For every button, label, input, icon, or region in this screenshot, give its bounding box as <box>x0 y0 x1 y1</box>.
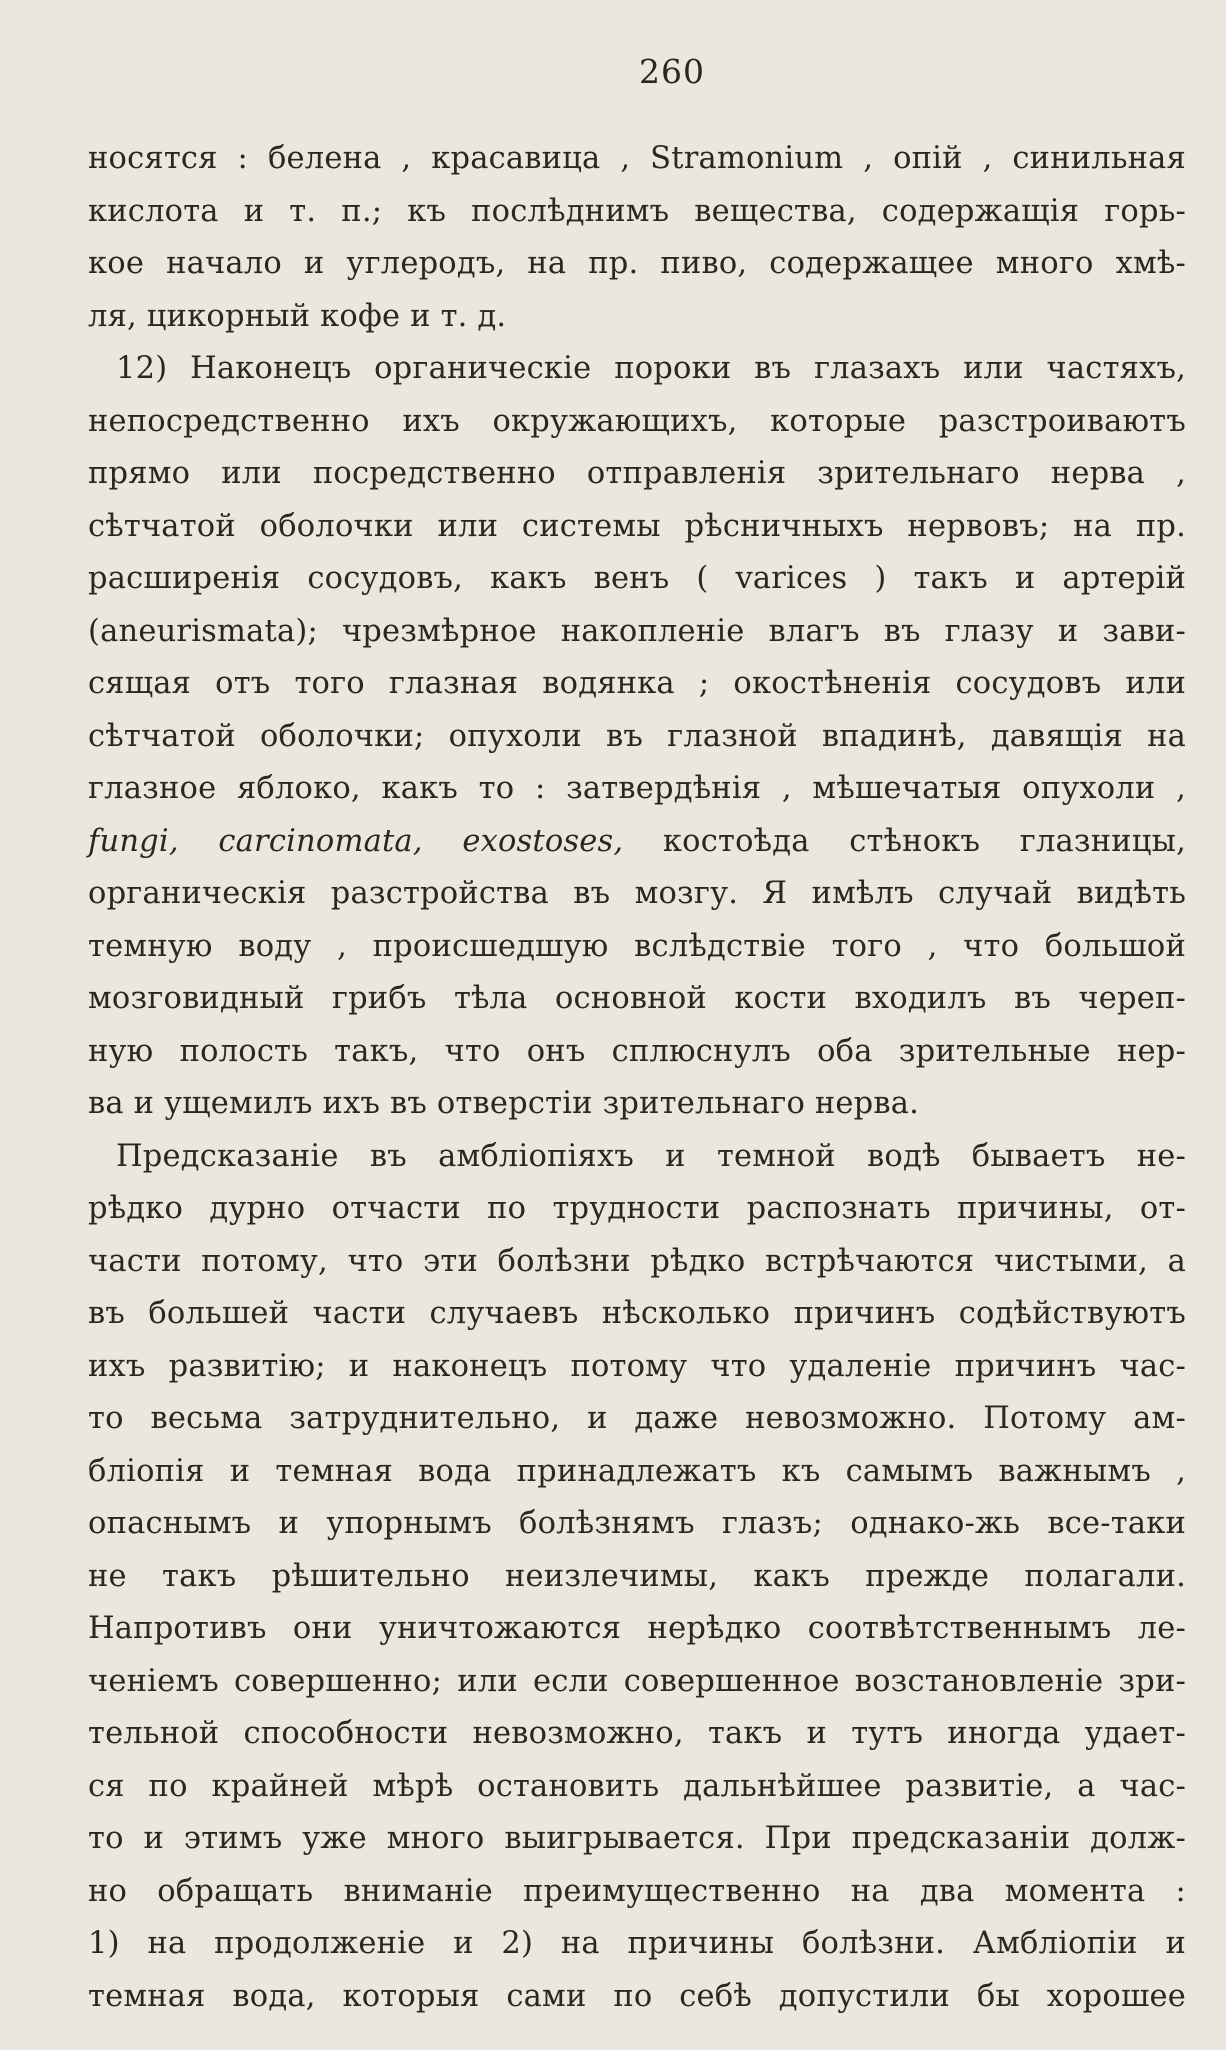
text-line: сящая отъ того глазная водянка ; окостѣненія сосудовъ или <box>88 666 1186 701</box>
text-line: сѣтчатой оболочки; опухоли въ глазной впадинѣ, давящія на <box>88 718 1186 754</box>
text-segment: костоѣда стѣнокъ глазницы, <box>623 823 1186 859</box>
text-line: мозговидный грибъ тѣла основной кости входилъ въ череп- <box>88 981 1186 1016</box>
text-line: сѣтчатой оболочки или системы рѣсничныхъ нервовъ; на пр. <box>88 508 1186 544</box>
text-line: рѣдко дурно отчасти по трудности распознать причины, от- <box>88 1191 1186 1226</box>
paragraph-1 <box>88 133 1186 343</box>
text-line: 12) Наконецъ органическіе пороки въ глазахъ или частяхъ, <box>116 351 1186 386</box>
text-line: расширенія сосудовъ, какъ венъ ( varices ) такъ и артерій <box>88 561 1186 596</box>
italic-latin-terms: fungi, carcinomata, exostoses, <box>88 823 624 859</box>
text-line: непосредственно ихъ окружающихъ, которые разстроиваютъ <box>88 403 1186 439</box>
text-line: ихъ развитію; и наконецъ потому что удаленіе причинъ час- <box>88 1348 1186 1384</box>
page-number: 260 <box>639 52 705 91</box>
text-line: ную полость такъ, что онъ сплюснулъ оба зрительные нер- <box>88 1033 1186 1069</box>
paragraph-3 <box>88 1131 1186 2024</box>
text-line: органическія разстройства въ мозгу. Я имѣлъ случай видѣть <box>88 876 1186 911</box>
text-line: ва и ущемилъ ихъ въ отверстіи зрительнаго нерва. <box>88 1086 920 1121</box>
text-line: прямо или посредственно отправленія зрительнаго нерва , <box>88 456 1186 491</box>
text-line: не такъ рѣшительно неизлечимы, какъ прежде полагали. <box>88 1558 1186 1594</box>
text-line: (aneurismata); чрезмѣрное накопленіе влагъ въ глазу и зави- <box>88 613 1186 649</box>
text-line: темная вода, которыя сами по себѣ допустили бы хорошее <box>88 1978 1186 2014</box>
text-line: темную воду , происшедшую вслѣдствіе того , что большой <box>88 928 1186 964</box>
text-line: то весьма затруднительно, и даже невозможно. Потому ам- <box>88 1401 1186 1436</box>
text-line: Предсказаніе въ амбліопіяхъ и темной водѣ бываетъ не- <box>116 1138 1186 1174</box>
text-line: 1) на продолженіе и 2) на причины болѣзни. Амбліопіи и <box>88 1926 1186 1961</box>
text-line: кислота и т. п.; къ послѣднимъ вещества, содержащія горь- <box>88 193 1186 229</box>
text-line: то и этимъ уже много выигрывается. При предсказаніи долж- <box>88 1821 1186 1856</box>
text-line: носятся : белена , красавица , Stramonium , опій , синильная <box>88 141 1186 176</box>
text-line: бліопія и темная вода принадлежатъ къ самымъ важнымъ , <box>88 1453 1186 1489</box>
text-line: глазное яблоко, какъ то : затвердѣнія , мѣшечатыя опухоли , <box>88 771 1186 806</box>
text-line: кое начало и углеродъ, на пр. пиво, содержащее много хмѣ- <box>88 246 1186 281</box>
text-line: Напротивъ они уничтожаются нерѣдко соотвѣтственнымъ ле- <box>88 1611 1186 1646</box>
text-line: ля, цикорный кофе и т. д. <box>88 298 507 334</box>
text-line: ченіемъ совершенно; или если совершенное возстановленіе зри- <box>88 1663 1186 1699</box>
paragraph-2 <box>88 343 1186 1131</box>
text-line: опаснымъ и упорнымъ болѣзнямъ глазъ; однако-жь все-таки <box>88 1506 1186 1541</box>
text-line: но обращать вниманіе преимущественно на два момента : <box>88 1873 1186 1909</box>
text-line: въ большей части случаевъ нѣсколько причинъ содѣйствуютъ <box>88 1296 1186 1331</box>
text-line: ся по крайней мѣрѣ остановить дальнѣйшее развитіе, а час- <box>88 1768 1186 1804</box>
text-line: части потому, что эти болѣзни рѣдко встрѣчаются чистыми, а <box>88 1243 1186 1279</box>
text-line: тельной способности невозможно, такъ и тутъ иногда удает- <box>88 1716 1186 1751</box>
text-line <box>88 816 1186 869</box>
